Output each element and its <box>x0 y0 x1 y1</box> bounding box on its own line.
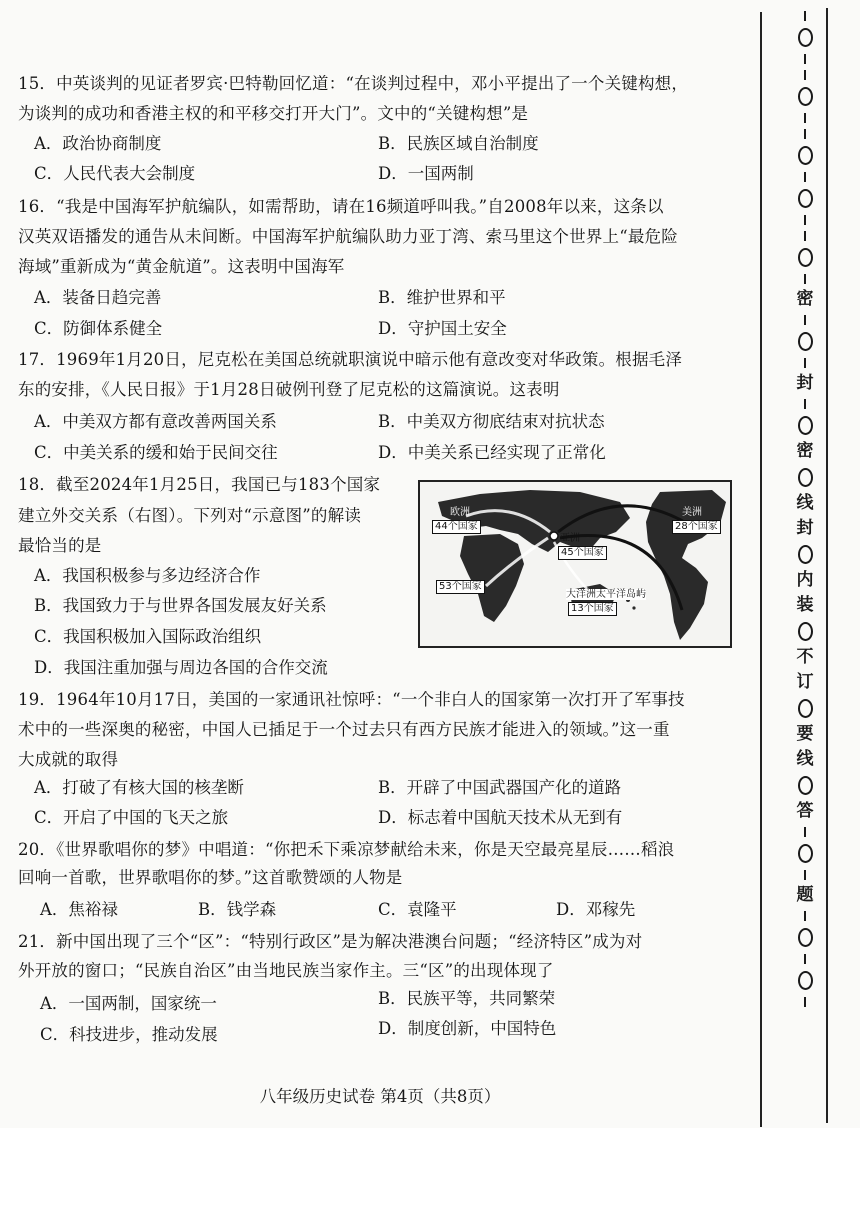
q16-option-a: A．装备日趋完善 <box>34 288 162 307</box>
warning-char: 要 <box>796 724 814 744</box>
seal-dash <box>804 827 806 837</box>
seal-ring <box>798 928 813 947</box>
q18-option-a: A．我国积极参与多边经济合作 <box>34 566 261 585</box>
count-asia: 45个国家 <box>558 546 607 560</box>
q15-option-c: C．人民代表大会制度 <box>34 164 196 183</box>
seal-dash <box>804 911 806 921</box>
q15-stem-line-1: 15．中英谈判的见证者罗宾·巴特勒回忆道：“在谈判过程中，邓小平提出了一个关键构想， <box>18 74 689 93</box>
seal-dash <box>804 358 806 368</box>
q16-stem-line-3: 海域”重新成为“黄金航道”。这表明中国海军 <box>18 257 345 276</box>
seal-ring <box>798 776 813 795</box>
seal-dash <box>804 11 806 21</box>
seal-dash <box>804 315 806 325</box>
seal-dash <box>804 399 806 409</box>
africa-landmass <box>460 534 524 622</box>
q16-option-b: B．维护世界和平 <box>378 288 506 307</box>
q20-option-c: C．袁隆平 <box>378 900 457 919</box>
seal-ring <box>798 189 813 208</box>
binding-line-right <box>826 8 828 1123</box>
seal-dash <box>804 54 806 64</box>
seal-char: 线 <box>796 749 814 769</box>
seal-ring <box>798 699 813 718</box>
warning-char: 线 <box>796 493 814 513</box>
seal-dash <box>804 70 806 80</box>
pacific-island <box>632 606 635 609</box>
seal-ring <box>798 146 813 165</box>
seal-dash <box>804 231 806 241</box>
seal-ring <box>798 87 813 106</box>
seal-dash <box>804 113 806 123</box>
seal-ring <box>798 248 813 267</box>
seal-ring <box>798 971 813 990</box>
q19-option-b: B．开辟了中国武器国产化的道路 <box>378 778 622 797</box>
seal-dash <box>804 954 806 964</box>
seal-ring <box>798 468 813 487</box>
seal-dash <box>804 274 806 284</box>
q17-option-d: D．中美关系已经实现了正常化 <box>378 443 606 462</box>
q16-option-c: C．防御体系健全 <box>34 319 163 338</box>
seal-ring <box>798 622 813 641</box>
q15-stem-line-2: 为谈判的成功和香港主权的和平移交打开大门”。文中的“关键构想”是 <box>18 104 529 123</box>
warning-char: 不 <box>796 647 814 667</box>
warning-char: 密 <box>796 289 814 309</box>
binding-seal-column <box>790 8 820 1118</box>
count-americas: 28个国家 <box>672 520 721 534</box>
q21-option-c: C．科技进步，推动发展 <box>40 1025 218 1044</box>
q18-option-d: D．我国注重加强与周边各国的合作交流 <box>34 658 328 677</box>
q15-option-a: A．政治协商制度 <box>34 134 162 153</box>
q18-option-c: C．我国积极加入国际政治组织 <box>34 627 262 646</box>
label-europe: 欧洲 <box>450 507 470 518</box>
q21-option-b: B．民族平等，共同繁荣 <box>378 989 556 1008</box>
seal-ring <box>798 844 813 863</box>
q18-stem-line-1: 18．截至2024年1月25日，我国已与183个国家 <box>18 475 381 494</box>
q19-stem-line-3: 大成就的取得 <box>18 750 119 769</box>
q19-option-c: C．开启了中国的飞天之旅 <box>34 808 229 827</box>
count-oceania: 13个国家 <box>568 602 617 616</box>
seal-dash <box>804 215 806 225</box>
warning-char: 封 <box>796 373 814 393</box>
q19-option-d: D．标志着中国航天技术从无到有 <box>378 808 623 827</box>
warning-char: 题 <box>796 885 814 905</box>
q21-option-a: A．一国两制，国家统一 <box>40 994 217 1013</box>
seal-dash <box>804 997 806 1007</box>
q16-stem-line-2: 汉英双语播发的通告从未间断。中国海军护航编队助力亚丁湾、索马里这个世界上“最危险 <box>18 227 678 246</box>
china-hub <box>550 532 558 540</box>
q16-option-d: D．守护国土安全 <box>378 319 507 338</box>
q17-option-c: C．中美关系的缓和始于民间交往 <box>34 443 278 462</box>
q19-option-a: A．打破了有核大国的核垄断 <box>34 778 244 797</box>
seal-ring <box>798 332 813 351</box>
seal-ring <box>798 28 813 47</box>
q18-option-b: B．我国致力于与世界各国发展友好关系 <box>34 596 327 615</box>
q20-option-d: D．邓稼先 <box>556 900 636 919</box>
q15-option-b: B．民族区域自治制度 <box>378 134 539 153</box>
seal-dash <box>804 172 806 182</box>
label-americas: 美洲 <box>682 507 702 518</box>
count-europe: 44个国家 <box>432 520 481 534</box>
q16-stem-line-1: 16．“我是中国海军护航编队，如需帮助，请在16频道呼叫我。”自2008年以来，这条以 <box>18 197 664 216</box>
label-oceania: 大洋洲太平洋岛屿 <box>566 589 646 600</box>
q18-stem-line-3: 最恰当的是 <box>18 536 102 555</box>
q18-stem-line-2: 建立外交关系（右图）。下列对“示意图”的解读 <box>18 506 362 525</box>
page-footer: 八年级历史试卷 第4页（共8页） <box>259 1087 501 1106</box>
label-asia: 亚洲 <box>560 533 580 544</box>
q20-stem-line-2: 回响一首歌，世界歌唱你的梦。”这首歌赞颂的人物是 <box>18 868 403 887</box>
seal-ring <box>798 416 813 435</box>
q21-stem-line-1: 21．新中国出现了三个“区”：“特别行政区”是为解决港澳台问题；“经济特区”成为对 <box>18 932 643 951</box>
seal-dash <box>804 129 806 139</box>
q19-stem-line-1: 19．1964年10月17日，美国的一家通讯社惊呼：“一个非白人的国家第一次打开了军事技 <box>18 690 685 709</box>
seal-char: 订 <box>796 672 814 692</box>
q17-stem-line-1: 17．1969年1月20日，尼克松在美国总统就职演说中暗示他有意改变对华政策。根据毛泽 <box>18 350 683 369</box>
q20-option-b: B．钱学森 <box>198 900 277 919</box>
seal-char: 装 <box>796 595 814 615</box>
q17-option-a: A．中美双方都有意改善两国关系 <box>34 412 277 431</box>
q15-option-d: D．一国两制 <box>378 164 474 183</box>
diplomatic-relations-map <box>418 480 732 648</box>
seal-ring <box>798 545 813 564</box>
q21-stem-line-2: 外开放的窗口；“民族自治区”由当地民族当家作主。三“区”的出现体现了 <box>18 961 554 980</box>
q19-stem-line-2: 术中的一些深奥的秘密，中国人已插足于一个过去只有西方民族才能进入的领域。”这一重 <box>18 720 670 739</box>
q17-stem-line-2: 东的安排，《人民日报》于1月28日破例刊登了尼克松的这篇演说。这表明 <box>18 380 560 399</box>
seal-char: 封 <box>796 518 814 538</box>
q17-option-b: B．中美双方彻底结束对抗状态 <box>378 412 605 431</box>
secret-char: 密 <box>796 441 814 461</box>
count-africa: 53个国家 <box>436 580 485 594</box>
seal-dash <box>804 870 806 880</box>
q21-option-d: D．制度创新，中国特色 <box>378 1019 557 1038</box>
warning-char: 内 <box>796 570 814 590</box>
q20-option-a: A．焦裕禄 <box>40 900 118 919</box>
binding-line-left <box>760 12 762 1127</box>
warning-char: 答 <box>796 801 814 821</box>
q20-stem-line-1: 20．《世界歌唱你的梦》中唱道：“你把禾下乘凉梦献给未来，你是天空最亮星辰……稻浪 <box>18 840 675 859</box>
